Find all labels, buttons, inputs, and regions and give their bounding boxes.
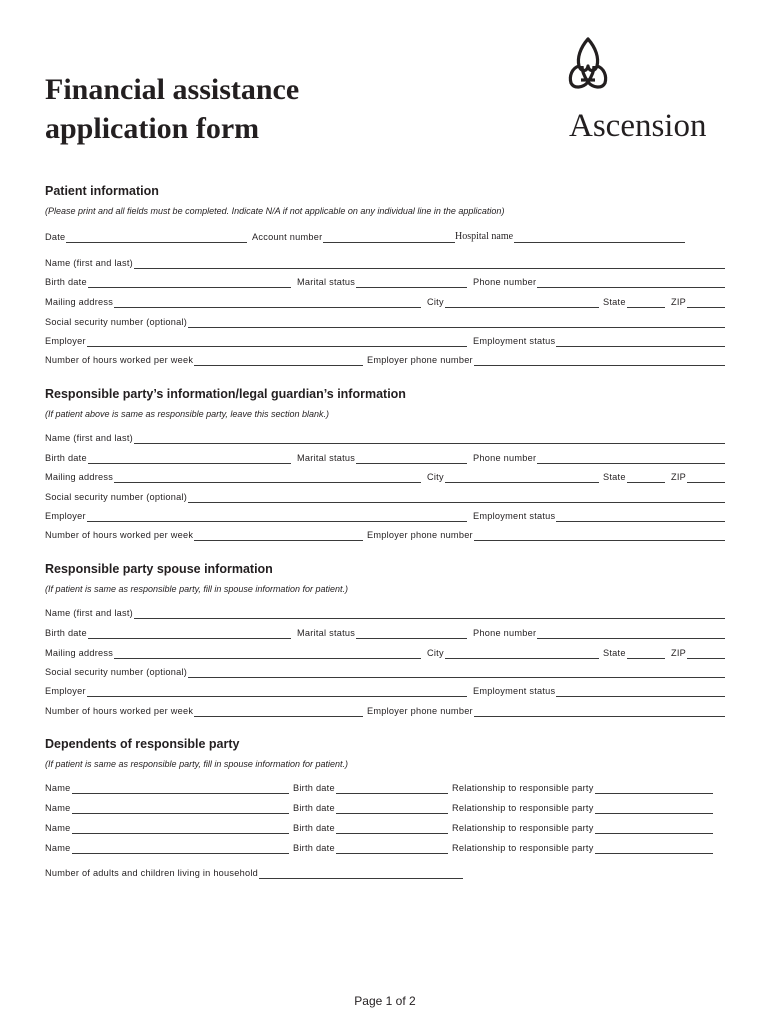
dependent-birth-date-label: Birth date bbox=[293, 783, 335, 793]
dependent-name-field[interactable] bbox=[45, 780, 289, 794]
dependent-relationship-line[interactable] bbox=[595, 803, 713, 814]
phone-number-label: Phone number bbox=[473, 453, 537, 463]
responsible-birth-date-field[interactable] bbox=[45, 450, 291, 464]
patient-zip-line[interactable] bbox=[687, 297, 725, 308]
spouse-employer-line[interactable] bbox=[87, 686, 467, 697]
spouse-mailing-address-line[interactable] bbox=[114, 648, 421, 659]
patient-row-ssn bbox=[45, 314, 725, 328]
spouse-hours-line[interactable] bbox=[194, 706, 363, 717]
ssn-label: Social security number (optional) bbox=[45, 317, 188, 327]
dependent-name-line[interactable] bbox=[72, 783, 289, 794]
patient-row-employer bbox=[45, 333, 725, 347]
city-label: City bbox=[427, 648, 444, 658]
dependent-relationship-label: Relationship to responsible party bbox=[452, 803, 594, 813]
patient-city-line[interactable] bbox=[445, 297, 599, 308]
patient-state-field[interactable] bbox=[603, 294, 665, 308]
responsible-zip-field[interactable] bbox=[671, 469, 725, 483]
responsible-phone-number-field[interactable] bbox=[473, 450, 725, 464]
spouse-zip-field[interactable] bbox=[671, 645, 725, 659]
hospital-name-line[interactable] bbox=[514, 232, 685, 243]
dependent-birth-date-line[interactable] bbox=[336, 823, 448, 834]
patient-employment-status-line[interactable] bbox=[556, 336, 725, 347]
responsible-city-field[interactable] bbox=[427, 469, 599, 483]
spouse-row-ssn bbox=[45, 664, 725, 678]
dependent-relationship-label: Relationship to responsible party bbox=[452, 783, 594, 793]
responsible-row-employer bbox=[45, 508, 725, 522]
spouse-hours-field[interactable] bbox=[45, 703, 363, 717]
patient-row-hours bbox=[45, 352, 725, 366]
patient-phone-number-line[interactable] bbox=[537, 277, 725, 288]
date-line[interactable] bbox=[66, 232, 247, 243]
hours-worked-label: Number of hours worked per week bbox=[45, 355, 194, 365]
responsible-employer-phone-field[interactable] bbox=[367, 527, 725, 541]
dependent-name-label: Name bbox=[45, 783, 71, 793]
patient-employer-field[interactable] bbox=[45, 333, 467, 347]
patient-hours-line[interactable] bbox=[194, 355, 363, 366]
patient-phone-number-field[interactable] bbox=[473, 274, 725, 288]
zip-label: ZIP bbox=[671, 472, 687, 482]
dependent-name-field[interactable] bbox=[45, 800, 289, 814]
patient-mailing-address-line[interactable] bbox=[114, 297, 421, 308]
patient-birth-date-field[interactable] bbox=[45, 274, 291, 288]
spouse-ssn-line[interactable] bbox=[188, 667, 725, 678]
spouse-phone-number-field[interactable] bbox=[473, 625, 725, 639]
spouse-employment-status-line[interactable] bbox=[556, 686, 725, 697]
dependent-relationship-label: Relationship to responsible party bbox=[452, 823, 594, 833]
spouse-zip-line[interactable] bbox=[687, 648, 725, 659]
patient-zip-field[interactable] bbox=[671, 294, 725, 308]
account-number-field[interactable] bbox=[252, 229, 455, 243]
employer-phone-label: Employer phone number bbox=[367, 530, 473, 540]
form-title-line2: application form bbox=[45, 112, 260, 145]
responsible-birth-date-line[interactable] bbox=[88, 453, 291, 464]
spouse-row-name bbox=[45, 605, 725, 619]
zip-label: ZIP bbox=[671, 648, 687, 658]
phone-number-label: Phone number bbox=[473, 628, 537, 638]
patient-employer-phone-field[interactable] bbox=[367, 352, 725, 366]
employer-label: Employer bbox=[45, 511, 86, 521]
patient-section-note: (Please print and all fields must be completed. Indicate N/A if not applicable on any individual line in the application) bbox=[45, 206, 505, 216]
spouse-state-line[interactable] bbox=[627, 648, 665, 659]
employment-status-label: Employment status bbox=[473, 686, 556, 696]
dependent-birth-date-label: Birth date bbox=[293, 823, 335, 833]
patient-mailing-address-field[interactable] bbox=[45, 294, 421, 308]
responsible-phone-number-line[interactable] bbox=[537, 453, 725, 464]
dependent-name-label: Name bbox=[45, 843, 71, 853]
patient-name-line[interactable] bbox=[134, 258, 725, 269]
marital-status-label: Marital status bbox=[297, 277, 356, 287]
responsible-ssn-field[interactable] bbox=[45, 489, 725, 503]
brand-wordmark: Ascension bbox=[569, 108, 707, 144]
household-count-line[interactable] bbox=[259, 868, 463, 879]
patient-marital-status-field[interactable] bbox=[297, 274, 467, 288]
dependent-name-label: Name bbox=[45, 803, 71, 813]
responsible-ssn-line[interactable] bbox=[188, 492, 725, 503]
spouse-city-field[interactable] bbox=[427, 645, 599, 659]
mailing-address-label: Mailing address bbox=[45, 648, 114, 658]
responsible-name-line[interactable] bbox=[134, 433, 725, 444]
dependent-row bbox=[45, 780, 725, 794]
dependent-birth-date-field[interactable] bbox=[293, 840, 448, 854]
city-label: City bbox=[427, 472, 444, 482]
spouse-name-line[interactable] bbox=[134, 608, 725, 619]
responsible-zip-line[interactable] bbox=[687, 472, 725, 483]
spouse-row-hours bbox=[45, 703, 725, 717]
city-label: City bbox=[427, 297, 444, 307]
responsible-row-name bbox=[45, 430, 725, 444]
patient-city-field[interactable] bbox=[427, 294, 599, 308]
dependent-birth-date-label: Birth date bbox=[293, 803, 335, 813]
dependent-birth-date-label: Birth date bbox=[293, 843, 335, 853]
marital-status-label: Marital status bbox=[297, 453, 356, 463]
responsible-section-note: (If patient above is same as responsible party, leave this section blank.) bbox=[45, 409, 329, 419]
spouse-marital-status-line[interactable] bbox=[356, 628, 467, 639]
dependent-name-field[interactable] bbox=[45, 840, 289, 854]
responsible-row-ssn bbox=[45, 489, 725, 503]
patient-state-line[interactable] bbox=[627, 297, 665, 308]
state-label: State bbox=[603, 472, 626, 482]
spouse-employer-phone-field[interactable] bbox=[367, 703, 725, 717]
patient-employer-line[interactable] bbox=[87, 336, 467, 347]
spouse-row-address bbox=[45, 645, 725, 659]
responsible-city-line[interactable] bbox=[445, 472, 599, 483]
spouse-employment-status-field[interactable] bbox=[473, 683, 725, 697]
spouse-birth-date-field[interactable] bbox=[45, 625, 291, 639]
dependent-name-line[interactable] bbox=[72, 803, 289, 814]
dependent-row bbox=[45, 800, 725, 814]
responsible-employment-status-field[interactable] bbox=[473, 508, 725, 522]
patient-birth-date-line[interactable] bbox=[88, 277, 291, 288]
birth-date-label: Birth date bbox=[45, 453, 87, 463]
responsible-mailing-address-line[interactable] bbox=[114, 472, 421, 483]
responsible-state-line[interactable] bbox=[627, 472, 665, 483]
form-title-line1: Financial assistance bbox=[45, 73, 300, 106]
patient-row-birth bbox=[45, 274, 725, 288]
account-number-label: Account number bbox=[252, 232, 323, 242]
patient-name-field[interactable] bbox=[45, 255, 725, 269]
employment-status-label: Employment status bbox=[473, 511, 556, 521]
responsible-section-title: Responsible party’s information/legal guardian’s information bbox=[45, 387, 406, 401]
spouse-row-employer bbox=[45, 683, 725, 697]
spouse-ssn-field[interactable] bbox=[45, 664, 725, 678]
hospital-name-label: Hospital name bbox=[455, 231, 514, 242]
dependent-row bbox=[45, 840, 725, 854]
mailing-address-label: Mailing address bbox=[45, 297, 114, 307]
employer-phone-label: Employer phone number bbox=[367, 355, 473, 365]
patient-hours-field[interactable] bbox=[45, 352, 363, 366]
page-number: Page 1 of 2 bbox=[354, 994, 416, 1008]
patient-employment-status-field[interactable] bbox=[473, 333, 725, 347]
phone-number-label: Phone number bbox=[473, 277, 537, 287]
household-row bbox=[45, 865, 725, 879]
dependent-relationship-line[interactable] bbox=[595, 783, 713, 794]
dependent-name-field[interactable] bbox=[45, 820, 289, 834]
patient-row-name bbox=[45, 255, 725, 269]
dependents-section-note: (If patient is same as responsible party, fill in spouse information for patient.) bbox=[45, 759, 348, 769]
responsible-hours-line[interactable] bbox=[194, 530, 363, 541]
dependent-relationship-field[interactable] bbox=[452, 840, 713, 854]
employer-label: Employer bbox=[45, 686, 86, 696]
responsible-marital-status-field[interactable] bbox=[297, 450, 467, 464]
responsible-hours-field[interactable] bbox=[45, 527, 363, 541]
mailing-address-label: Mailing address bbox=[45, 472, 114, 482]
responsible-employer-line[interactable] bbox=[87, 511, 467, 522]
spouse-section-title: Responsible party spouse information bbox=[45, 562, 273, 576]
responsible-row-address bbox=[45, 469, 725, 483]
name-label: Name (first and last) bbox=[45, 433, 133, 443]
spouse-marital-status-field[interactable] bbox=[297, 625, 467, 639]
dependent-birth-date-field[interactable] bbox=[293, 820, 448, 834]
ssn-label: Social security number (optional) bbox=[45, 667, 188, 677]
responsible-state-field[interactable] bbox=[603, 469, 665, 483]
dependent-name-line[interactable] bbox=[72, 843, 289, 854]
employer-phone-label: Employer phone number bbox=[367, 706, 473, 716]
household-count-field[interactable] bbox=[45, 865, 463, 879]
state-label: State bbox=[603, 648, 626, 658]
patient-marital-status-line[interactable] bbox=[356, 277, 467, 288]
responsible-employment-status-line[interactable] bbox=[556, 511, 725, 522]
dependent-relationship-field[interactable] bbox=[452, 800, 713, 814]
dependent-birth-date-field[interactable] bbox=[293, 800, 448, 814]
name-label: Name (first and last) bbox=[45, 608, 133, 618]
dependent-relationship-field[interactable] bbox=[452, 820, 713, 834]
ascension-trinity-icon bbox=[567, 36, 609, 90]
responsible-name-field[interactable] bbox=[45, 430, 725, 444]
form-title bbox=[45, 70, 405, 148]
spouse-state-field[interactable] bbox=[603, 645, 665, 659]
responsible-employer-phone-line[interactable] bbox=[474, 530, 725, 541]
hours-worked-label: Number of hours worked per week bbox=[45, 530, 194, 540]
dependent-relationship-line[interactable] bbox=[595, 823, 713, 834]
birth-date-label: Birth date bbox=[45, 277, 87, 287]
spouse-row-birth bbox=[45, 625, 725, 639]
marital-status-label: Marital status bbox=[297, 628, 356, 638]
patient-row-date bbox=[45, 229, 725, 243]
account-number-line[interactable] bbox=[323, 232, 455, 243]
spouse-name-field[interactable] bbox=[45, 605, 725, 619]
responsible-row-birth bbox=[45, 450, 725, 464]
patient-row-address bbox=[45, 294, 725, 308]
dependent-name-label: Name bbox=[45, 823, 71, 833]
spouse-phone-number-line[interactable] bbox=[537, 628, 725, 639]
date-label: Date bbox=[45, 232, 66, 242]
employer-label: Employer bbox=[45, 336, 86, 346]
responsible-employer-field[interactable] bbox=[45, 508, 467, 522]
name-label: Name (first and last) bbox=[45, 258, 133, 268]
dependent-relationship-line[interactable] bbox=[595, 843, 713, 854]
responsible-marital-status-line[interactable] bbox=[356, 453, 467, 464]
hospital-name-field[interactable] bbox=[455, 229, 685, 243]
patient-ssn-line[interactable] bbox=[188, 317, 725, 328]
household-count-label: Number of adults and children living in household bbox=[45, 868, 258, 878]
ssn-label: Social security number (optional) bbox=[45, 492, 188, 502]
hours-worked-label: Number of hours worked per week bbox=[45, 706, 194, 716]
spouse-city-line[interactable] bbox=[445, 648, 599, 659]
date-field[interactable] bbox=[45, 229, 247, 243]
birth-date-label: Birth date bbox=[45, 628, 87, 638]
dependent-birth-date-line[interactable] bbox=[336, 783, 448, 794]
spouse-employer-phone-line[interactable] bbox=[474, 706, 725, 717]
dependent-row bbox=[45, 820, 725, 834]
spouse-section-note: (If patient is same as responsible party, fill in spouse information for patient.) bbox=[45, 584, 348, 594]
dependent-relationship-label: Relationship to responsible party bbox=[452, 843, 594, 853]
patient-ssn-field[interactable] bbox=[45, 314, 725, 328]
dependent-birth-date-line[interactable] bbox=[336, 803, 448, 814]
spouse-employer-field[interactable] bbox=[45, 683, 467, 697]
zip-label: ZIP bbox=[671, 297, 687, 307]
dependent-birth-date-field[interactable] bbox=[293, 780, 448, 794]
spouse-mailing-address-field[interactable] bbox=[45, 645, 421, 659]
dependent-birth-date-line[interactable] bbox=[336, 843, 448, 854]
responsible-row-hours bbox=[45, 527, 725, 541]
patient-section-title: Patient information bbox=[45, 184, 159, 198]
responsible-mailing-address-field[interactable] bbox=[45, 469, 421, 483]
employment-status-label: Employment status bbox=[473, 336, 556, 346]
state-label: State bbox=[603, 297, 626, 307]
dependents-section-title: Dependents of responsible party bbox=[45, 737, 240, 751]
patient-employer-phone-line[interactable] bbox=[474, 355, 725, 366]
dependent-name-line[interactable] bbox=[72, 823, 289, 834]
spouse-birth-date-line[interactable] bbox=[88, 628, 291, 639]
dependent-relationship-field[interactable] bbox=[452, 780, 713, 794]
